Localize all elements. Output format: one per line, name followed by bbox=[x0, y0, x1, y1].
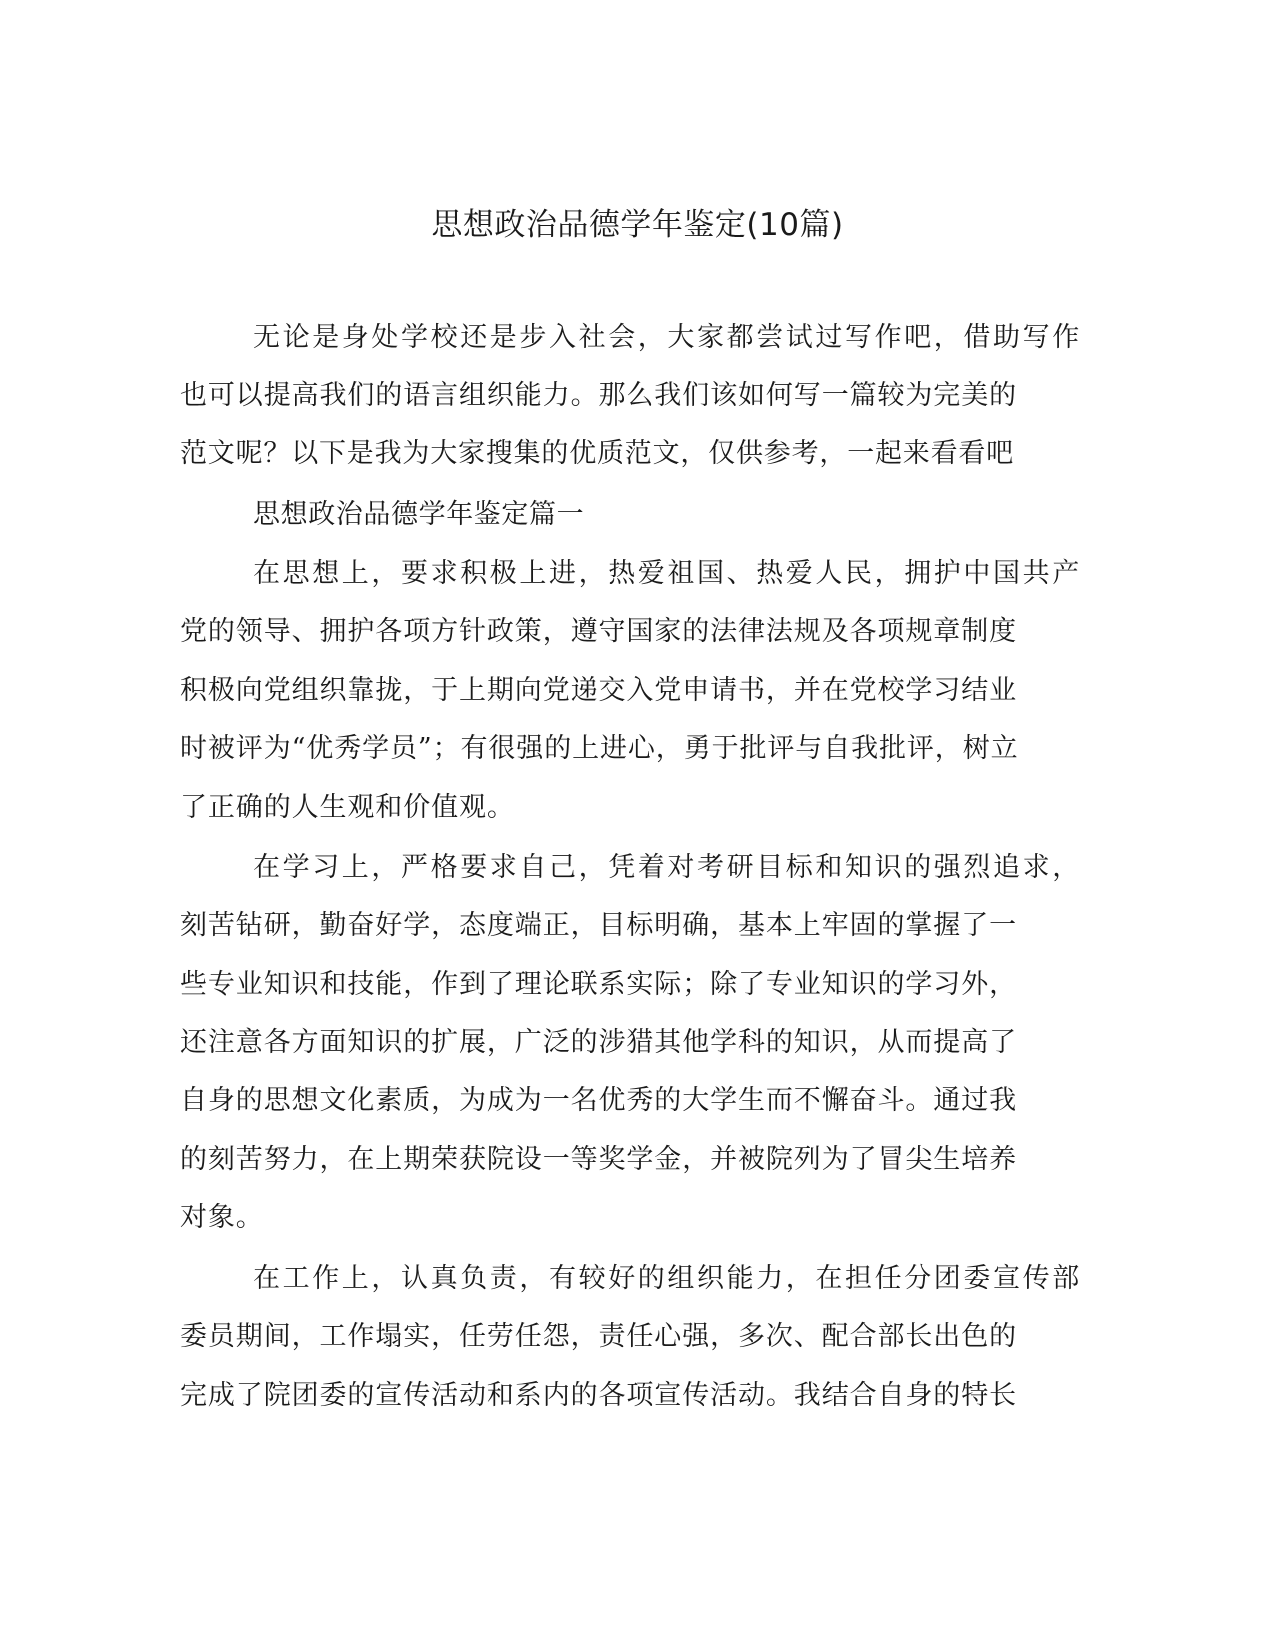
paragraph-line: 对象。 bbox=[180, 1202, 264, 1233]
document-title: 思想政治品德学年鉴定(10篇) bbox=[431, 207, 844, 243]
section-heading: 思想政治品德学年鉴定篇一 bbox=[253, 499, 585, 530]
paragraph-line: 了正确的人生观和价值观。 bbox=[180, 792, 515, 823]
paragraph-line: 积极向党组织靠拢，于上期向党递交入党申请书，并在党校学习结业 bbox=[180, 675, 1017, 706]
paragraph-line: 委员期间，工作塌实，任劳任怨，责任心强，多次、配合部长出色的 bbox=[180, 1321, 1017, 1352]
paragraph-line: 在学习上，严格要求自己，凭着对考研目标和知识的强烈追求， bbox=[253, 852, 1082, 883]
paragraph-line: 范文呢？以下是我为大家搜集的优质范文，仅供参考，一起来看看吧 bbox=[180, 438, 1014, 469]
paragraph-line: 刻苦钻研，勤奋好学，态度端正，目标明确，基本上牢固的掌握了一 bbox=[180, 910, 1017, 941]
paragraph-line: 时被评为“优秀学员”；有很强的上进心，勇于批评与自我批评，树立 bbox=[180, 733, 1019, 764]
paragraph-line: 完成了院团委的宣传活动和系内的各项宣传活动。我结合自身的特长 bbox=[180, 1380, 1017, 1411]
paragraph-line: 的刻苦努力，在上期荣获院设一等奖学金，并被院列为了冒尖生培养 bbox=[180, 1144, 1017, 1175]
paragraph-line: 自身的思想文化素质，为成为一名优秀的大学生而不懈奋斗。通过我 bbox=[180, 1085, 1017, 1116]
paragraph-line: 在思想上，要求积极上进，热爱祖国、热爱人民，拥护中国共产 bbox=[253, 558, 1082, 589]
paragraph-line: 在工作上，认真负责，有较好的组织能力，在担任分团委宣传部 bbox=[253, 1263, 1082, 1294]
paragraph-line: 也可以提高我们的语言组织能力。那么我们该如何写一篇较为完美的 bbox=[180, 380, 1017, 411]
paragraph-line: 些专业知识和技能，作到了理论联系实际；除了专业知识的学习外， bbox=[180, 969, 1017, 1000]
paragraph-line: 党的领导、拥护各项方针政策，遵守国家的法律法规及各项规章制度 bbox=[180, 616, 1017, 647]
paragraph-line: 还注意各方面知识的扩展，广泛的涉猎其他学科的知识，从而提高了 bbox=[180, 1027, 1017, 1058]
paragraph-line: 无论是身处学校还是步入社会，大家都尝试过写作吧，借助写作 bbox=[253, 322, 1082, 353]
